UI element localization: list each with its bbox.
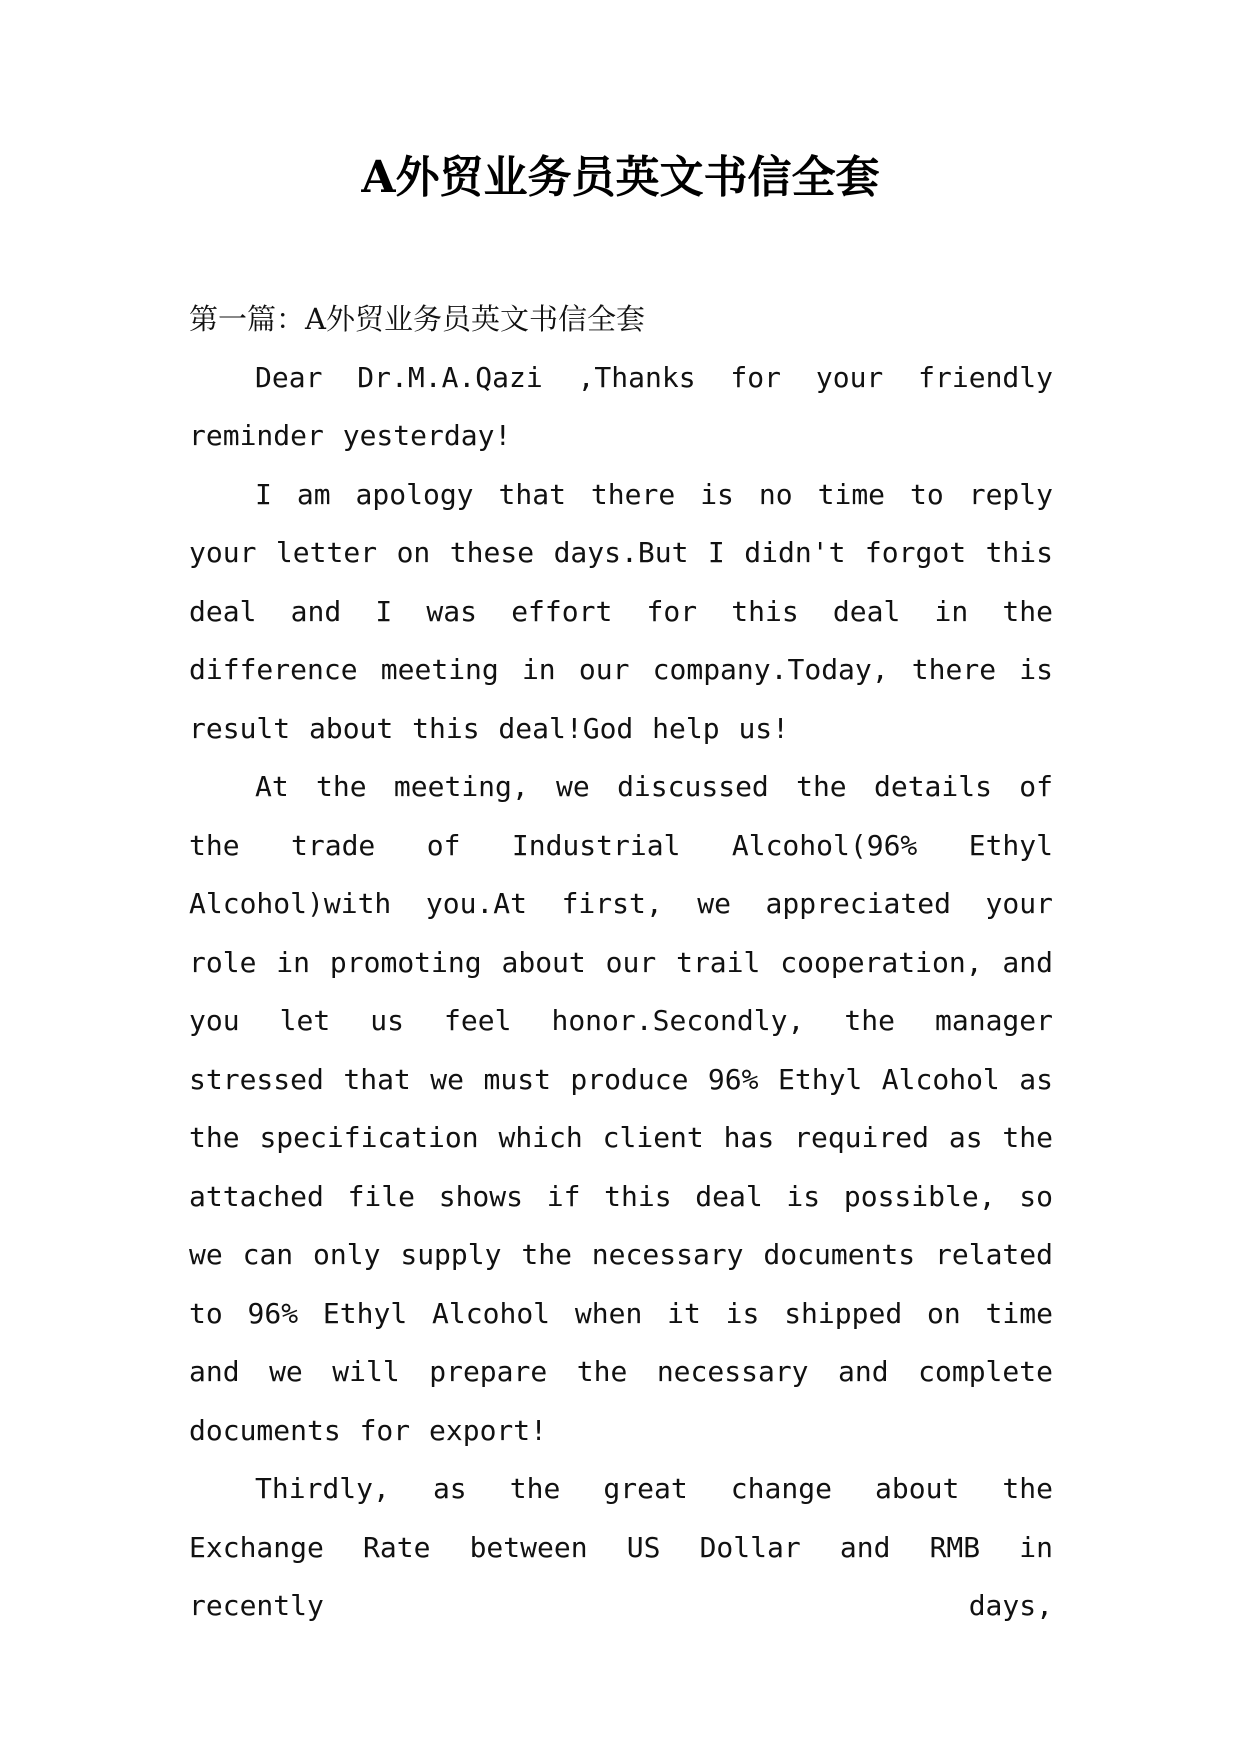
paragraph-meeting-details: At the meeting, we discussed the details of the trade of Industrial Alcohol(96% Ethyl Alcohol)with you.At first, we appreciated your role in promoting about our trail cooperation, and you let us feel honor.Secondly, the manager stressed that we must produce 96% Ethyl Alcohol as the specification which client has required as the attached file shows if this deal is possible, so we can only supply the necessary documents related to 96% Ethyl Alcohol when it is shipped on time and we will prepare the necessary and complete documents for export!: [189, 770, 1053, 1447]
document-body: [189, 290, 1053, 1636]
paragraph-exchange-rate: Thirdly, as the great change about the Exchange Rate between US Dollar and RMB in recently days,: [189, 1472, 1053, 1622]
document-title: A外贸业务员英文书信全套: [361, 152, 880, 203]
paragraph-apology: I am apology that there is no time to reply your letter on these days.But I didn't forgot this deal and I was effort for this deal in the difference meeting in our company.Today, there is result about this deal!God help us!: [189, 477, 1053, 745]
section-heading: 第一篇：A外贸业务员英文书信全套: [189, 302, 645, 336]
paragraph-greeting: Dear Dr.M.A.Qazi ,Thanks for your friendly reminder yesterday!: [189, 360, 1053, 452]
